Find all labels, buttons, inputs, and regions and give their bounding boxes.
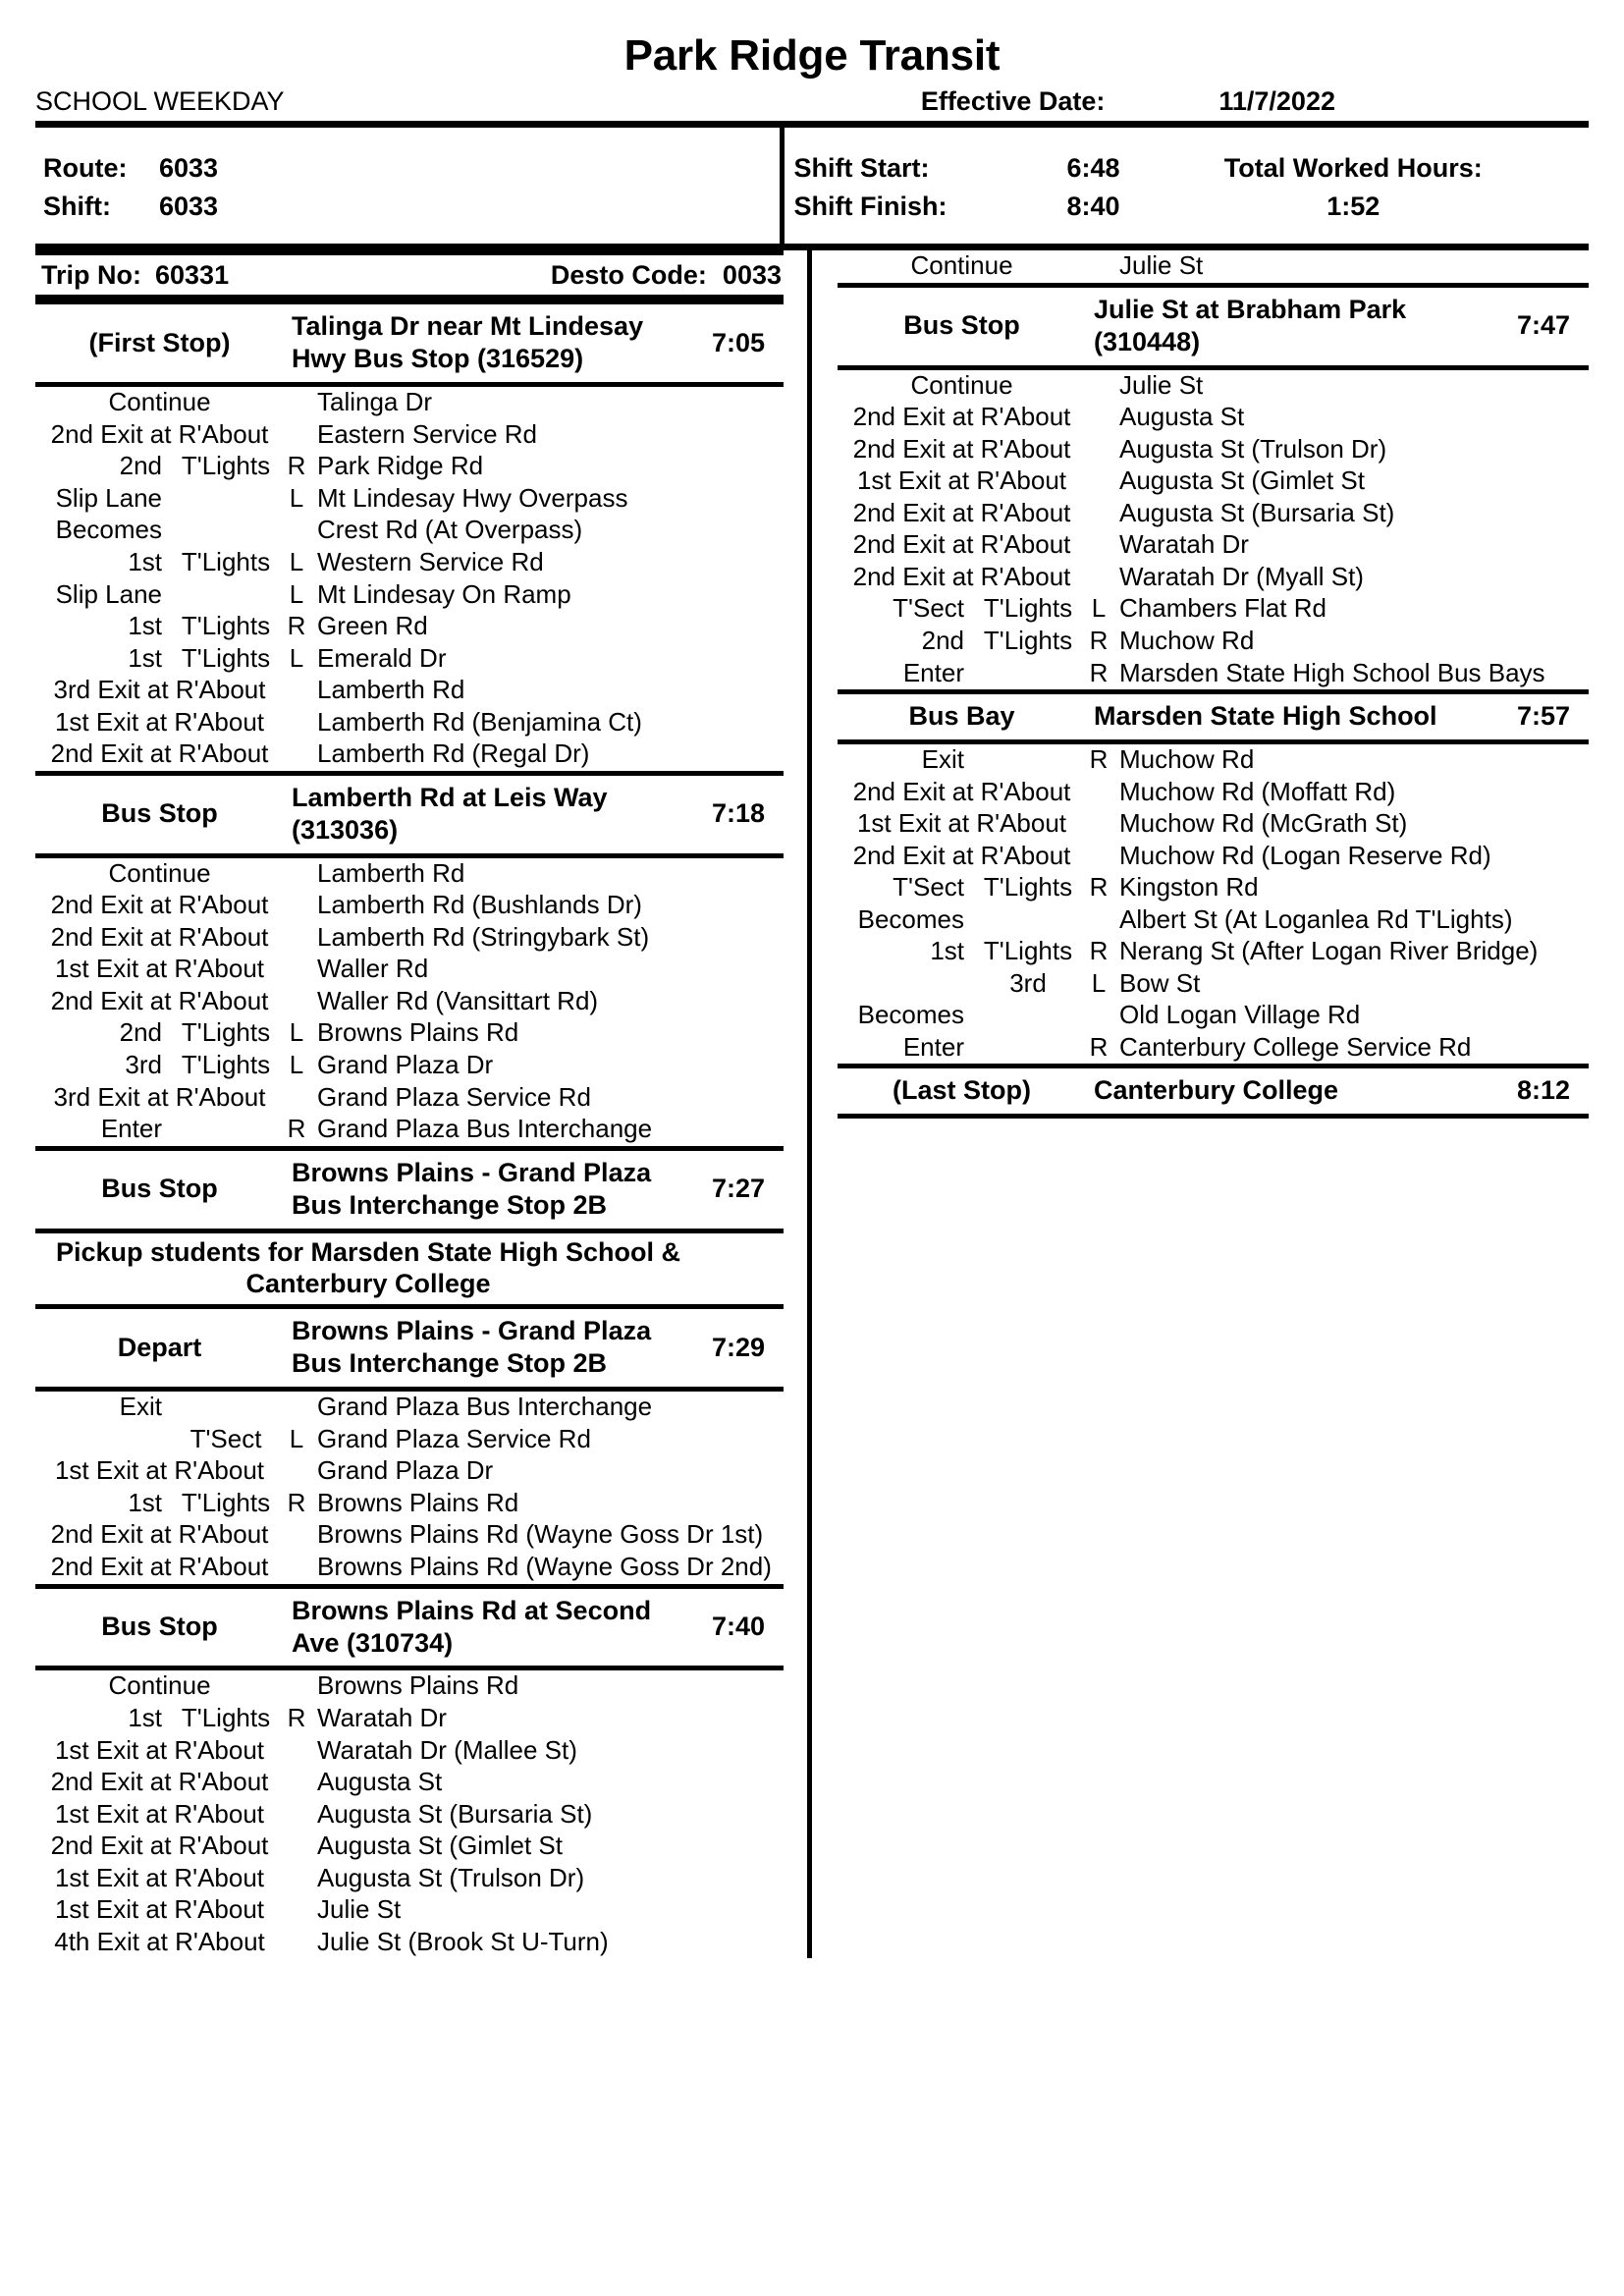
route-instruction-row bbox=[35, 1424, 784, 1456]
instruction-ordinal: 2nd Exit at R'About bbox=[50, 1831, 269, 1861]
instruction-direction: L bbox=[289, 1017, 304, 1048]
route-instruction-row bbox=[35, 579, 784, 612]
route-instruction-row bbox=[35, 1894, 784, 1927]
instruction-ordinal: 2nd Exit at R'About bbox=[852, 840, 1071, 870]
stop-name: Canterbury College bbox=[1094, 1075, 1339, 1106]
instruction-street: Augusta St bbox=[317, 1767, 443, 1797]
sub-header bbox=[35, 86, 1589, 121]
route-instruction-row bbox=[838, 744, 1589, 777]
instruction-ordinal: 1st bbox=[128, 1702, 162, 1732]
route-instruction-row bbox=[35, 1050, 784, 1082]
instruction-street: Julie St bbox=[1119, 250, 1204, 281]
instruction-direction: L bbox=[289, 482, 304, 513]
route-instruction-row bbox=[838, 904, 1589, 937]
instruction-ordinal: Continue bbox=[108, 387, 211, 417]
stop-kind: (First Stop) bbox=[88, 327, 231, 357]
instruction-street: Augusta St (Bursaria St) bbox=[317, 1798, 593, 1829]
instruction-ordinal: Enter bbox=[902, 1031, 964, 1062]
shift-divider bbox=[35, 244, 1589, 250]
instruction-direction: R bbox=[287, 611, 306, 641]
stop-kind: (Last Stop) bbox=[893, 1075, 1031, 1106]
instruction-direction: R bbox=[1089, 625, 1109, 655]
effective-date-value: 11/7/2022 bbox=[1218, 86, 1335, 117]
instruction-type: T'Lights bbox=[181, 1017, 271, 1048]
stop-kind: Bus Stop bbox=[903, 310, 1020, 341]
trip-no-label: Trip No: bbox=[41, 260, 141, 291]
instruction-street: Talinga Dr bbox=[317, 387, 433, 417]
route-instruction-row bbox=[838, 593, 1589, 626]
instruction-ordinal: 2nd Exit at R'About bbox=[852, 561, 1071, 591]
instruction-type: 3rd bbox=[1009, 967, 1047, 998]
instruction-ordinal: 1st bbox=[128, 547, 162, 577]
instruction-direction: L bbox=[289, 1050, 304, 1080]
instruction-type: T'Lights bbox=[181, 1050, 271, 1080]
route-instruction-row bbox=[35, 419, 784, 452]
instruction-street: Browns Plains Rd (Wayne Goss Dr 1st) bbox=[317, 1519, 764, 1550]
route-instruction-row bbox=[838, 626, 1589, 658]
instruction-direction: L bbox=[289, 578, 304, 609]
route-instruction-row bbox=[838, 434, 1589, 466]
instruction-ordinal: 2nd bbox=[119, 451, 162, 481]
instruction-ordinal: 2nd Exit at R'About bbox=[852, 433, 1071, 464]
instruction-type: T'Lights bbox=[983, 936, 1073, 966]
instruction-ordinal: 1st Exit at R'About bbox=[856, 465, 1067, 496]
route-instruction-row bbox=[838, 465, 1589, 498]
stop-time: 7:05 bbox=[711, 327, 766, 357]
route-rows-right bbox=[838, 250, 1589, 1119]
stop-row bbox=[35, 771, 784, 858]
instruction-street: Augusta St (Trulson Dr) bbox=[317, 1862, 585, 1892]
instruction-ordinal: 3rd Exit at R'About bbox=[53, 1081, 266, 1112]
stop-name: Browns Plains - Grand Plaza Bus Interchange Stop 2B bbox=[292, 1157, 652, 1220]
instruction-street: Augusta St (Bursaria St) bbox=[1119, 497, 1395, 527]
instruction-street: Grand Plaza Service Rd bbox=[317, 1423, 591, 1453]
instruction-ordinal: 2nd Exit at R'About bbox=[50, 738, 269, 769]
instruction-direction: R bbox=[1089, 1031, 1109, 1062]
instruction-street: Chambers Flat Rd bbox=[1119, 593, 1326, 624]
instruction-ordinal: 2nd bbox=[119, 1017, 162, 1048]
route-shift-block bbox=[35, 128, 785, 244]
instruction-street: Browns Plains Rd bbox=[317, 1487, 519, 1517]
instruction-ordinal: 2nd Exit at R'About bbox=[50, 921, 269, 952]
instruction-street: Western Service Rd bbox=[317, 547, 544, 577]
instruction-type: T'Lights bbox=[181, 547, 271, 577]
stop-time: 7:18 bbox=[711, 798, 766, 829]
shift-summary bbox=[35, 128, 1589, 244]
instruction-street: Waratah Dr bbox=[317, 1702, 447, 1732]
instruction-ordinal: 2nd Exit at R'About bbox=[852, 776, 1071, 806]
instruction-direction: R bbox=[1089, 872, 1109, 902]
route-instruction-row bbox=[35, 643, 784, 676]
route-instruction-row bbox=[35, 387, 784, 419]
stop-row bbox=[838, 1064, 1589, 1119]
instruction-street: Grand Plaza Bus Interchange bbox=[317, 1114, 653, 1144]
route-instruction-row bbox=[838, 1032, 1589, 1065]
instruction-street: Lamberth Rd (Stringybark St) bbox=[317, 921, 650, 952]
instruction-street: Grand Plaza Dr bbox=[317, 1050, 494, 1080]
route-instruction-row bbox=[838, 841, 1589, 873]
stop-name: Lamberth Rd at Leis Way (313036) bbox=[292, 782, 608, 845]
route-instruction-row bbox=[35, 890, 784, 922]
route-columns bbox=[35, 250, 1589, 2175]
instruction-street: Green Rd bbox=[317, 611, 428, 641]
instruction-direction: L bbox=[289, 547, 304, 577]
stop-row bbox=[35, 300, 784, 387]
instruction-street: Browns Plains Rd bbox=[317, 1017, 519, 1048]
stop-row bbox=[35, 1146, 784, 1233]
instruction-direction: R bbox=[287, 451, 306, 481]
instruction-street: Lamberth Rd (Bushlands Dr) bbox=[317, 890, 642, 920]
instruction-type: T'Lights bbox=[181, 451, 271, 481]
instruction-street: Augusta St (Gimlet St bbox=[317, 1831, 563, 1861]
route-instruction-row bbox=[35, 1863, 784, 1895]
instruction-street: Waratah Dr (Myall St) bbox=[1119, 561, 1364, 591]
route-instruction-row bbox=[838, 402, 1589, 434]
header-divider bbox=[35, 121, 1589, 128]
instruction-ordinal: 2nd Exit at R'About bbox=[50, 890, 269, 920]
instruction-ordinal: 2nd Exit at R'About bbox=[852, 529, 1071, 560]
instruction-street: Canterbury College Service Rd bbox=[1119, 1031, 1472, 1062]
instruction-ordinal: 1st Exit at R'About bbox=[54, 1798, 265, 1829]
total-worked-hours-value: 1:52 bbox=[1326, 191, 1380, 221]
trip-header-spacer bbox=[229, 260, 551, 290]
instruction-ordinal: 1st Exit at R'About bbox=[54, 1455, 265, 1486]
instruction-direction: L bbox=[1091, 593, 1107, 624]
route-instruction-row bbox=[35, 675, 784, 707]
instruction-ordinal: Enter bbox=[902, 657, 964, 687]
route-instruction-row bbox=[35, 1767, 784, 1799]
instruction-ordinal: T'Sect bbox=[893, 593, 964, 624]
stop-row bbox=[838, 689, 1589, 744]
instruction-ordinal: 2nd Exit at R'About bbox=[852, 497, 1071, 527]
instruction-ordinal: 1st Exit at R'About bbox=[54, 1862, 265, 1892]
trip-header bbox=[35, 250, 784, 300]
instruction-ordinal: Exit bbox=[921, 744, 964, 775]
route-instruction-row bbox=[35, 1552, 784, 1584]
shift-times-block bbox=[785, 128, 1589, 244]
instruction-street: Kingston Rd bbox=[1119, 872, 1259, 902]
instruction-street: Albert St (At Loganlea Rd T'Lights) bbox=[1119, 903, 1513, 934]
page-title: Park Ridge Transit bbox=[623, 31, 1001, 80]
instruction-type: T'Lights bbox=[983, 625, 1073, 655]
instruction-type: T'Lights bbox=[181, 642, 271, 673]
instruction-type: T'Lights bbox=[181, 611, 271, 641]
instruction-ordinal: 2nd Exit at R'About bbox=[50, 1552, 269, 1582]
desto-code-label: Desto Code: bbox=[550, 260, 707, 291]
stop-time: 7:40 bbox=[711, 1612, 766, 1641]
route-instruction-row bbox=[838, 529, 1589, 562]
instruction-street: Nerang St (After Logan River Bridge) bbox=[1119, 936, 1539, 966]
instruction-ordinal: 1st bbox=[128, 642, 162, 673]
route-instruction-row bbox=[838, 808, 1589, 841]
route-row bbox=[43, 149, 780, 187]
service-type-label: SCHOOL WEEKDAY bbox=[35, 86, 285, 117]
route-instruction-row bbox=[838, 872, 1589, 904]
stop-row bbox=[35, 1304, 784, 1392]
instruction-street: Augusta St bbox=[1119, 402, 1245, 432]
stop-time: 8:12 bbox=[1516, 1075, 1571, 1106]
instruction-ordinal: 1st Exit at R'About bbox=[54, 1894, 265, 1925]
instruction-street: Julie St bbox=[1119, 369, 1204, 400]
shift-label: Shift: bbox=[43, 191, 111, 221]
instruction-ordinal: Becomes bbox=[857, 903, 964, 934]
stop-kind: Bus Stop bbox=[101, 1174, 218, 1204]
route-instruction-row bbox=[35, 1455, 784, 1488]
instruction-ordinal: 3rd Exit at R'About bbox=[53, 675, 266, 705]
instruction-street: Lamberth Rd (Regal Dr) bbox=[317, 738, 590, 769]
instruction-street: Lamberth Rd bbox=[317, 675, 465, 705]
instruction-direction: R bbox=[1089, 744, 1109, 775]
stop-name: Browns Plains Rd at Second Ave (310734) bbox=[292, 1595, 652, 1658]
instruction-direction: L bbox=[289, 1423, 304, 1453]
instruction-ordinal: Becomes bbox=[55, 515, 162, 545]
instruction-street: Muchow Rd bbox=[1119, 625, 1255, 655]
route-column-right bbox=[812, 250, 1589, 1119]
route-instruction-row bbox=[35, 1831, 784, 1863]
route-column-left bbox=[35, 250, 812, 1958]
instruction-ordinal: Becomes bbox=[857, 1000, 964, 1030]
instruction-ordinal: 1st Exit at R'About bbox=[54, 954, 265, 984]
instruction-street: Old Logan Village Rd bbox=[1119, 1000, 1361, 1030]
route-rows-left bbox=[35, 300, 784, 1958]
instruction-street: Waratah Dr bbox=[1119, 529, 1249, 560]
effective-date-label: Effective Date: bbox=[920, 86, 1106, 117]
instruction-street: Muchow Rd (McGrath St) bbox=[1119, 808, 1408, 839]
route-instruction-row bbox=[35, 451, 784, 483]
shift-finish-row bbox=[794, 188, 1589, 225]
instruction-ordinal: Exit bbox=[119, 1392, 162, 1422]
route-instruction-row bbox=[838, 370, 1589, 403]
route-instruction-row bbox=[838, 658, 1589, 690]
route-instruction-row bbox=[35, 1670, 784, 1703]
shift-start-row bbox=[794, 149, 1589, 187]
instruction-ordinal: Continue bbox=[108, 1670, 211, 1701]
route-value: 6033 bbox=[159, 153, 219, 184]
route-instruction-row bbox=[35, 547, 784, 579]
instruction-street: Lamberth Rd (Benjamina Ct) bbox=[317, 706, 642, 737]
instruction-street: Crest Rd (At Overpass) bbox=[317, 515, 583, 545]
route-instruction-row bbox=[35, 1927, 784, 1959]
instruction-type: T'Sect bbox=[189, 1423, 262, 1453]
instruction-street: Emerald Dr bbox=[317, 642, 447, 673]
instruction-street: Waller Rd (Vansittart Rd) bbox=[317, 985, 599, 1015]
route-instruction-row bbox=[35, 1799, 784, 1831]
instruction-ordinal: 4th Exit at R'About bbox=[54, 1926, 265, 1956]
instruction-street: Browns Plains Rd bbox=[317, 1670, 519, 1701]
instruction-note: Pickup students for Marsden State High School & Canterbury College bbox=[55, 1236, 681, 1299]
stop-time: 7:29 bbox=[711, 1332, 766, 1362]
stop-time: 7:57 bbox=[1516, 701, 1571, 732]
route-label: Route: bbox=[43, 153, 128, 184]
route-instruction-row bbox=[838, 968, 1589, 1001]
instruction-ordinal: 2nd Exit at R'About bbox=[852, 402, 1071, 432]
instruction-direction: R bbox=[1089, 936, 1109, 966]
route-instruction-row bbox=[838, 250, 1589, 283]
stop-row bbox=[35, 1584, 784, 1671]
instruction-ordinal: 1st bbox=[930, 936, 964, 966]
instruction-type: T'Lights bbox=[181, 1702, 271, 1732]
instruction-ordinal: Continue bbox=[910, 250, 1013, 281]
route-instruction-row bbox=[35, 1735, 784, 1768]
instruction-street: Muchow Rd (Moffatt Rd) bbox=[1119, 776, 1396, 806]
instruction-direction: L bbox=[289, 642, 304, 673]
instruction-ordinal: 1st Exit at R'About bbox=[54, 1734, 265, 1765]
route-instruction-row bbox=[838, 498, 1589, 530]
stop-kind: Bus Stop bbox=[101, 798, 218, 829]
route-instruction-row bbox=[35, 611, 784, 643]
instruction-street: Waller Rd bbox=[317, 954, 429, 984]
instruction-street: Bow St bbox=[1119, 967, 1201, 998]
instruction-ordinal: 1st bbox=[128, 611, 162, 641]
instruction-ordinal: Slip Lane bbox=[55, 578, 162, 609]
stop-time: 7:47 bbox=[1516, 310, 1571, 341]
route-instruction-row bbox=[838, 777, 1589, 809]
instruction-direction: L bbox=[1091, 967, 1107, 998]
stop-name: Browns Plains - Grand Plaza Bus Interchange Stop 2B bbox=[292, 1316, 652, 1379]
route-instruction-row bbox=[838, 1000, 1589, 1032]
route-instruction-row bbox=[35, 858, 784, 891]
instruction-street: Grand Plaza Dr bbox=[317, 1455, 494, 1486]
route-instruction-row bbox=[35, 1488, 784, 1520]
shift-finish-label: Shift Finish: bbox=[793, 191, 947, 221]
instruction-ordinal: 2nd Exit at R'About bbox=[50, 1519, 269, 1550]
stop-name: Julie St at Brabham Park (310448) bbox=[1094, 294, 1407, 356]
shift-start-label: Shift Start: bbox=[793, 153, 930, 184]
instruction-ordinal: Continue bbox=[108, 857, 211, 888]
instruction-ordinal: Enter bbox=[100, 1114, 162, 1144]
instruction-street: Muchow Rd bbox=[1119, 744, 1255, 775]
route-instruction-row bbox=[35, 1392, 784, 1424]
instruction-direction: R bbox=[287, 1487, 306, 1517]
route-instruction-row bbox=[35, 707, 784, 739]
instruction-type: T'Lights bbox=[181, 1487, 271, 1517]
instruction-ordinal: Continue bbox=[910, 369, 1013, 400]
instruction-street: Julie St bbox=[317, 1894, 402, 1925]
stop-kind: Bus Stop bbox=[101, 1612, 218, 1641]
instruction-direction: R bbox=[287, 1702, 306, 1732]
instruction-street: Eastern Service Rd bbox=[317, 418, 537, 449]
route-instruction-row bbox=[35, 1082, 784, 1115]
instruction-ordinal: 2nd Exit at R'About bbox=[50, 1767, 269, 1797]
instruction-street: Lamberth Rd bbox=[317, 857, 465, 888]
shift-start-value: 6:48 bbox=[1066, 153, 1120, 184]
stop-name: Talinga Dr near Mt Lindesay Hwy Bus Stop (316529) bbox=[292, 311, 644, 374]
route-instruction-row bbox=[35, 1519, 784, 1552]
masthead bbox=[35, 0, 1589, 79]
instruction-street: Augusta St (Gimlet St bbox=[1119, 465, 1365, 496]
instruction-street: Park Ridge Rd bbox=[317, 451, 484, 481]
instruction-ordinal: 1st bbox=[128, 1487, 162, 1517]
route-instruction-row bbox=[838, 562, 1589, 594]
total-worked-hours-label: Total Worked Hours: bbox=[1223, 153, 1483, 184]
shift-row bbox=[43, 188, 780, 225]
route-instruction-row bbox=[35, 1017, 784, 1050]
route-instruction-row bbox=[35, 738, 784, 771]
instruction-ordinal: 3rd bbox=[125, 1050, 162, 1080]
instruction-direction: R bbox=[287, 1114, 306, 1144]
instruction-type: T'Lights bbox=[983, 593, 1073, 624]
instruction-street: Mt Lindesay Hwy Overpass bbox=[317, 482, 628, 513]
instruction-street: Mt Lindesay On Ramp bbox=[317, 578, 571, 609]
instruction-ordinal: Slip Lane bbox=[55, 482, 162, 513]
route-instruction-row bbox=[838, 936, 1589, 968]
shift-value: 6033 bbox=[159, 191, 219, 221]
instruction-street: Grand Plaza Bus Interchange bbox=[317, 1392, 653, 1422]
route-instruction-row bbox=[35, 515, 784, 547]
instruction-street: Julie St (Brook St U-Turn) bbox=[317, 1926, 609, 1956]
instruction-ordinal: 1st Exit at R'About bbox=[856, 808, 1067, 839]
route-instruction-row bbox=[35, 922, 784, 955]
instruction-street: Augusta St (Trulson Dr) bbox=[1119, 433, 1387, 464]
instruction-ordinal: 2nd bbox=[921, 625, 964, 655]
stop-kind: Depart bbox=[117, 1332, 202, 1362]
instruction-ordinal: T'Sect bbox=[893, 872, 964, 902]
instruction-direction: R bbox=[1089, 657, 1109, 687]
route-instruction-row bbox=[35, 954, 784, 986]
instruction-street: Muchow Rd (Logan Reserve Rd) bbox=[1119, 840, 1491, 870]
instruction-ordinal: 1st Exit at R'About bbox=[54, 706, 265, 737]
route-instruction-row bbox=[35, 483, 784, 516]
trip-no-value: 60331 bbox=[155, 260, 230, 291]
route-instruction-row bbox=[35, 1114, 784, 1146]
instruction-ordinal: 2nd Exit at R'About bbox=[50, 985, 269, 1015]
instruction-street: Marsden State High School Bus Bays bbox=[1119, 657, 1545, 687]
stop-name: Marsden State High School bbox=[1094, 701, 1437, 732]
route-instruction-row bbox=[35, 986, 784, 1018]
instruction-street: Waratah Dr (Mallee St) bbox=[317, 1734, 577, 1765]
desto-code-value: 0033 bbox=[722, 260, 782, 291]
shift-finish-value: 8:40 bbox=[1066, 191, 1120, 221]
instruction-ordinal: 2nd Exit at R'About bbox=[50, 418, 269, 449]
instruction-street: Grand Plaza Service Rd bbox=[317, 1081, 591, 1112]
stop-time: 7:27 bbox=[711, 1174, 766, 1204]
instruction-street: Browns Plains Rd (Wayne Goss Dr 2nd) bbox=[317, 1552, 772, 1582]
stop-row bbox=[838, 283, 1589, 370]
stop-kind: Bus Bay bbox=[908, 701, 1015, 732]
instruction-type: T'Lights bbox=[983, 872, 1073, 902]
route-instruction-row bbox=[35, 1703, 784, 1735]
